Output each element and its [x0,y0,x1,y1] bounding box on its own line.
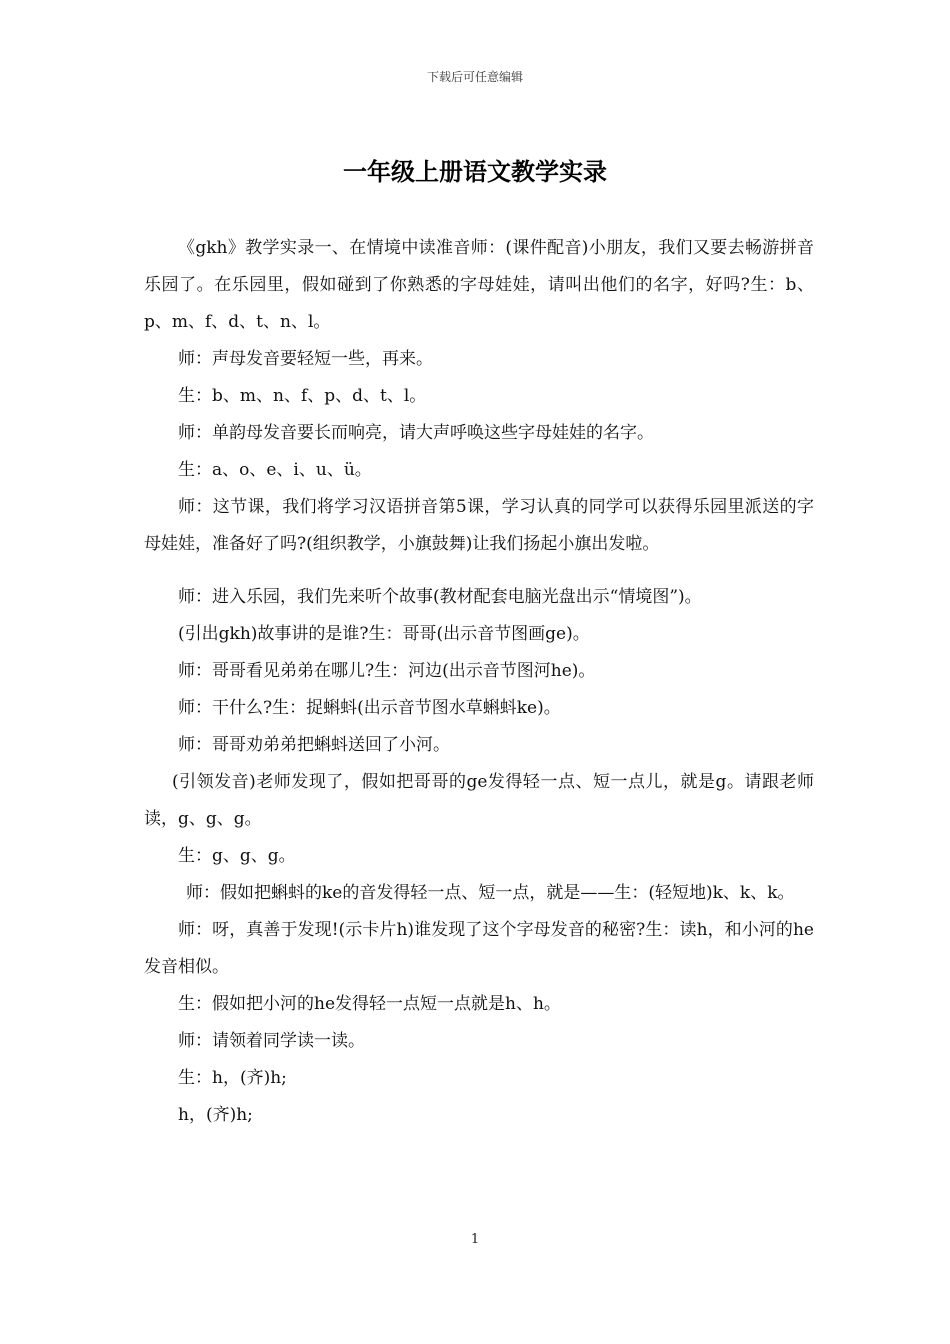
paragraph-16: 生：假如把小河的he发得轻一点短一点就是h、h。 [178,994,561,1014]
paragraph-17: 师：请领着同学读一读。 [178,1031,365,1051]
paragraph-13: 生：g、g、g。 [178,846,296,866]
paragraph-2: 师：声母发音要轻短一些，再来。 [178,349,433,369]
paragraph-9: 师：哥哥看见弟弟在哪儿?生：河边(出示音节图河he)。 [178,661,596,681]
page-number: 1 [470,1232,480,1247]
document-body [144,230,814,1134]
paragraph-7: 师：进入乐园，我们先来听个故事(教材配套电脑光盘出示“情境图”)。 [178,587,702,607]
paragraph-8: (引出gkh)故事讲的是谁?生：哥哥(出示音节图画ge)。 [178,624,590,644]
paragraph-12: (引领发音)老师发现了，假如把哥哥的ge发得轻一点、短一点儿，就是g。请跟老师读，g、g、g。 [144,772,814,829]
paragraph-6: 师：这节课，我们将学习汉语拼音第5课，学习认真的同学可以获得乐园里派送的字母娃娃，准备好了吗?(组织教学，小旗鼓舞)让我们扬起小旗出发啦。 [144,497,814,554]
paragraph-4: 师：单韵母发音要长而响亮，请大声呼唤这些字母娃娃的名字。 [178,423,654,443]
paragraph-5: 生：a、o、e、i、u、ü。 [178,460,372,480]
paragraph-19: h，(齐)h; [178,1105,253,1125]
paragraph-3: 生：b、m、n、f、p、d、t、l。 [178,386,427,406]
document-title: 一年级上册语文教学实录 [343,158,607,186]
paragraph-11: 师：哥哥劝弟弟把蝌蚪送回了小河。 [178,735,450,755]
paragraph-gap [144,563,814,579]
paragraph-18: 生：h，(齐)h; [178,1068,287,1088]
paragraph-15: 师：呀，真善于发现!(示卡片h)谁发现了这个字母发音的秘密?生：读h，和小河的he发音相似。 [144,920,814,977]
header-note: 下载后可任意编辑 [426,70,523,84]
paragraph-14: 师：假如把蝌蚪的ke的音发得轻一点、短一点，就是——生：(轻短地)k、k、k。 [186,883,795,903]
paragraph-1: 《gkh》教学实录一、在情境中读准音师：(课件配音)小朋友，我们又要去畅游拼音乐园了。在乐园里，假如碰到了你熟悉的字母娃娃，请叫出他们的名字，好吗?生：b、p、m、f、d、t、n、l。 [144,238,814,332]
paragraph-10: 师：干什么?生：捉蝌蚪(出示音节图水草蝌蚪ke)。 [178,698,561,718]
